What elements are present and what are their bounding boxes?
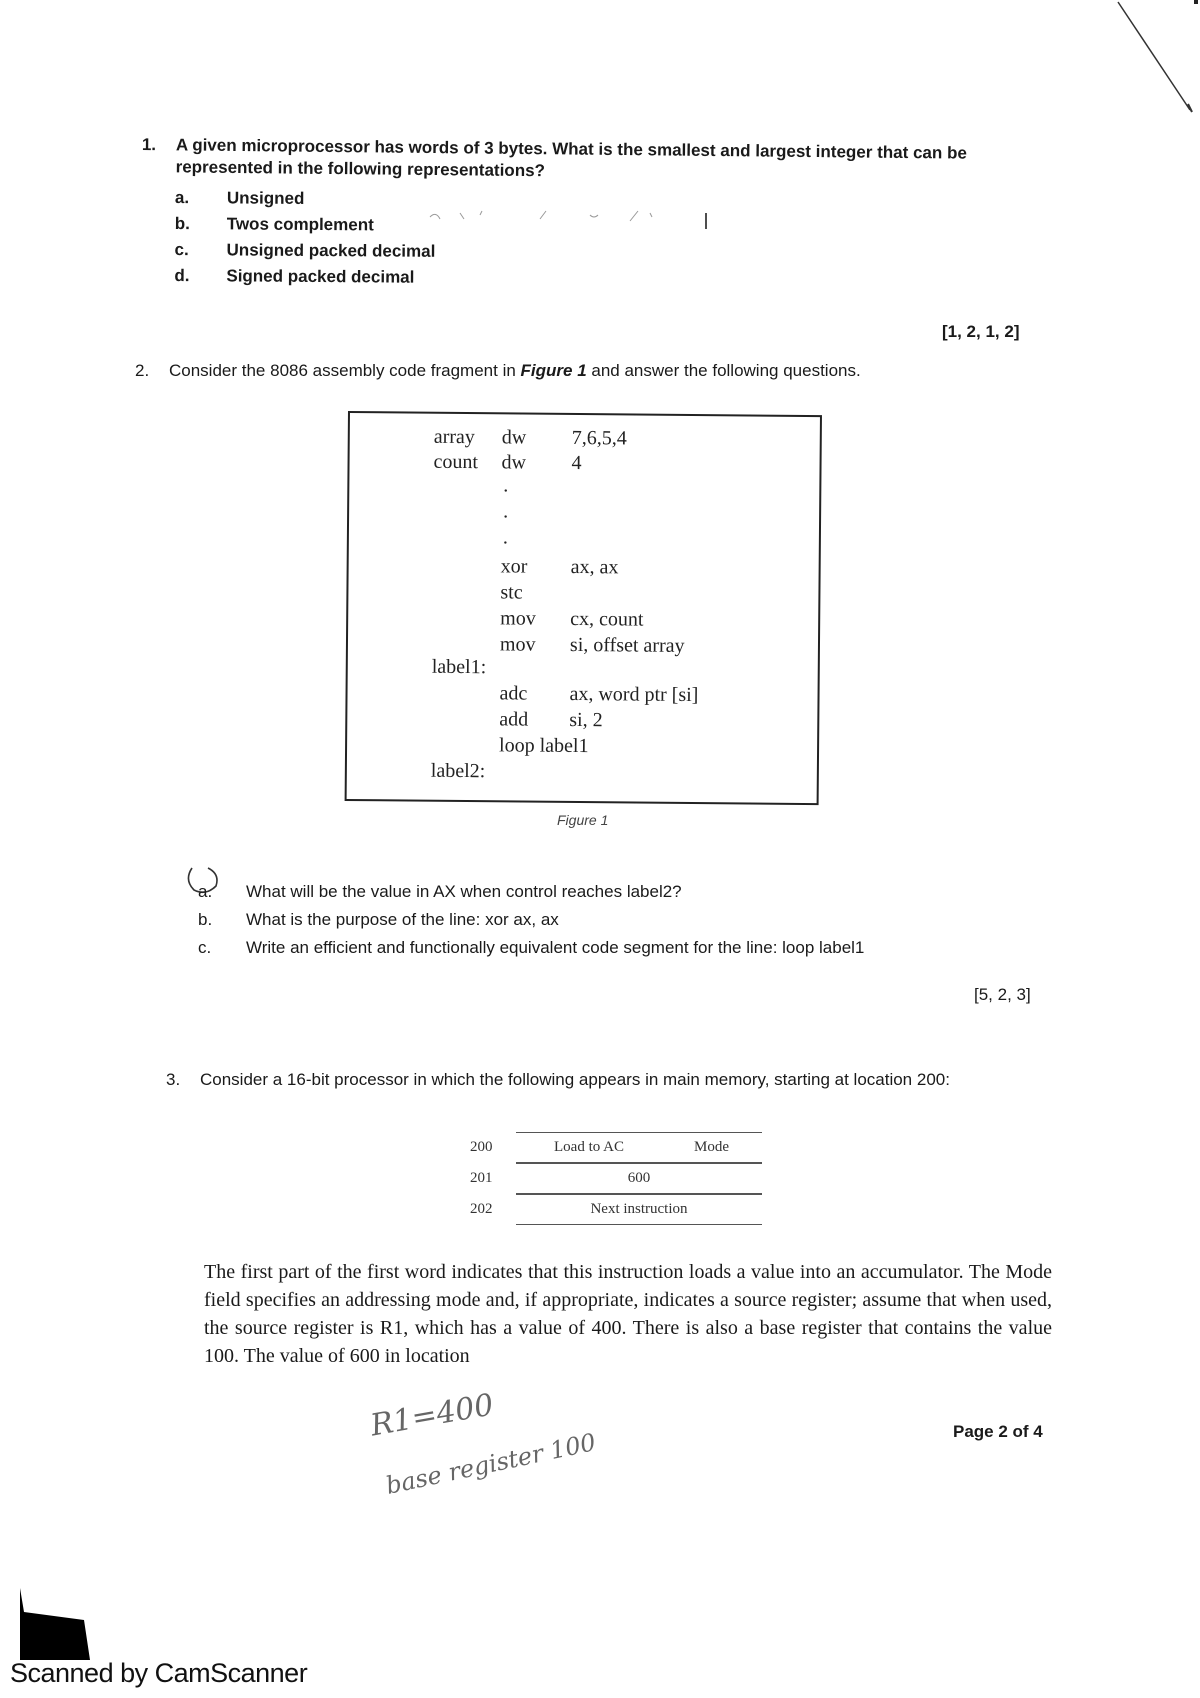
memory-address: 202 <box>470 1201 493 1217</box>
memory-cell-value: Next instruction <box>590 1201 688 1217</box>
camscanner-logo-shape <box>20 1588 90 1660</box>
question-2-text <box>169 361 861 381</box>
code-stc-op: stc <box>500 581 523 604</box>
corner-pen-mark <box>1100 0 1200 120</box>
code-mov2-op: mov <box>499 633 536 656</box>
question-1-options <box>174 188 436 292</box>
option-text: Unsigned <box>226 188 305 208</box>
question-3-number: 3. <box>166 1070 181 1089</box>
code-loop-line: loop label1 <box>498 734 589 758</box>
question-2-marks: [5, 2, 3] <box>974 985 1031 1004</box>
code-count-label: count <box>433 450 479 474</box>
code-count-value: 4 <box>571 451 582 475</box>
question-2-number: 2. <box>135 361 150 380</box>
code-add-op: add <box>499 708 529 731</box>
code-mov1-args: cx, count <box>570 607 644 631</box>
memory-cell <box>516 1194 762 1225</box>
subquestion-text: What will be the value in AX when control reaches label2? <box>246 882 682 901</box>
option-label: c. <box>174 239 189 260</box>
question-3-text: Consider a 16-bit processor in which the following appears in main memory, starting at location 200: <box>200 1070 950 1089</box>
memory-row <box>470 1132 770 1163</box>
memory-cell-opcode: Load to AC <box>554 1139 624 1155</box>
code-label1: label1: <box>431 655 487 679</box>
memory-table <box>470 1132 770 1225</box>
code-mov1-op: mov <box>500 607 536 630</box>
memory-cell-value: 600 <box>627 1170 651 1186</box>
question-1-number: 1. <box>141 134 157 155</box>
subquestion-text: Write an efficient and functionally equivalent code segment for the line: loop label1 <box>246 938 865 957</box>
memory-cell <box>516 1163 762 1194</box>
subquestion-label: a. <box>198 882 213 901</box>
question-2-text-start: Consider the 8086 assembly code fragment in <box>169 361 521 380</box>
page-number: Page 2 of 4 <box>953 1422 1043 1441</box>
camscanner-watermark: Scanned by CamScanner <box>10 1658 308 1688</box>
code-mov2-args: si, offset array <box>569 633 685 657</box>
memory-cell-mode: Mode <box>694 1139 729 1155</box>
subquestion-label: c. <box>198 938 212 957</box>
figure-reference: Figure 1 <box>520 361 587 380</box>
code-array-directive: dw <box>501 426 527 449</box>
code-array-values: 7,6,5,4 <box>571 426 627 450</box>
memory-address: 200 <box>470 1139 493 1155</box>
code-label2: label2: <box>430 759 486 783</box>
code-ellipsis-dot: . <box>503 500 509 523</box>
option-label: b. <box>174 213 190 234</box>
question-3-paragraph: The first part of the first word indicates that this instruction loads a value into an accumulator. The Mode field specifies an addressing mode and, if appropriate, indicates a source register; assume that when used, the source register is R1, which has a value of 400. There is also a base register that contains the value 100. The value of 600 in location <box>204 1261 1052 1367</box>
code-array-label: array <box>433 425 475 449</box>
question-2-text-end: and answer the following questions. <box>586 361 861 380</box>
code-ellipsis-dot: . <box>503 474 509 497</box>
code-adc-op: adc <box>499 682 528 705</box>
memory-cell <box>516 1132 762 1163</box>
memory-row <box>470 1163 770 1194</box>
handwritten-note-base: base register 100 <box>383 1428 599 1500</box>
option-text: Unsigned packed decimal <box>226 240 436 261</box>
pencil-marks <box>420 205 720 235</box>
subquestion-label: b. <box>198 910 213 929</box>
memory-address: 201 <box>470 1170 493 1186</box>
subquestion-text: What is the purpose of the line: xor ax, ax <box>246 910 559 929</box>
option-label: d. <box>174 265 190 286</box>
code-ellipsis-dot: . <box>502 526 508 549</box>
code-xor-op: xor <box>500 555 528 578</box>
option-text: Signed packed decimal <box>226 266 415 287</box>
option-text: Twos complement <box>226 214 374 235</box>
question-1-text: A given microprocessor has words of 3 bytes. What is the smallest and largest integer that can be represented in the following representations? <box>175 135 967 181</box>
code-count-directive: dw <box>501 451 527 474</box>
figure-caption: Figure 1 <box>557 812 609 828</box>
option-label: a. <box>174 188 190 208</box>
memory-row <box>470 1194 770 1225</box>
question-1 <box>141 134 1022 181</box>
code-adc-args: ax, word ptr [si] <box>569 682 699 707</box>
code-figure <box>345 411 822 805</box>
question-1-marks: [1, 2, 1, 2] <box>942 322 1020 341</box>
code-xor-args: ax, ax <box>570 555 619 579</box>
code-add-args: si, 2 <box>569 708 603 732</box>
handwritten-note-r1: R1=400 <box>367 1387 497 1444</box>
